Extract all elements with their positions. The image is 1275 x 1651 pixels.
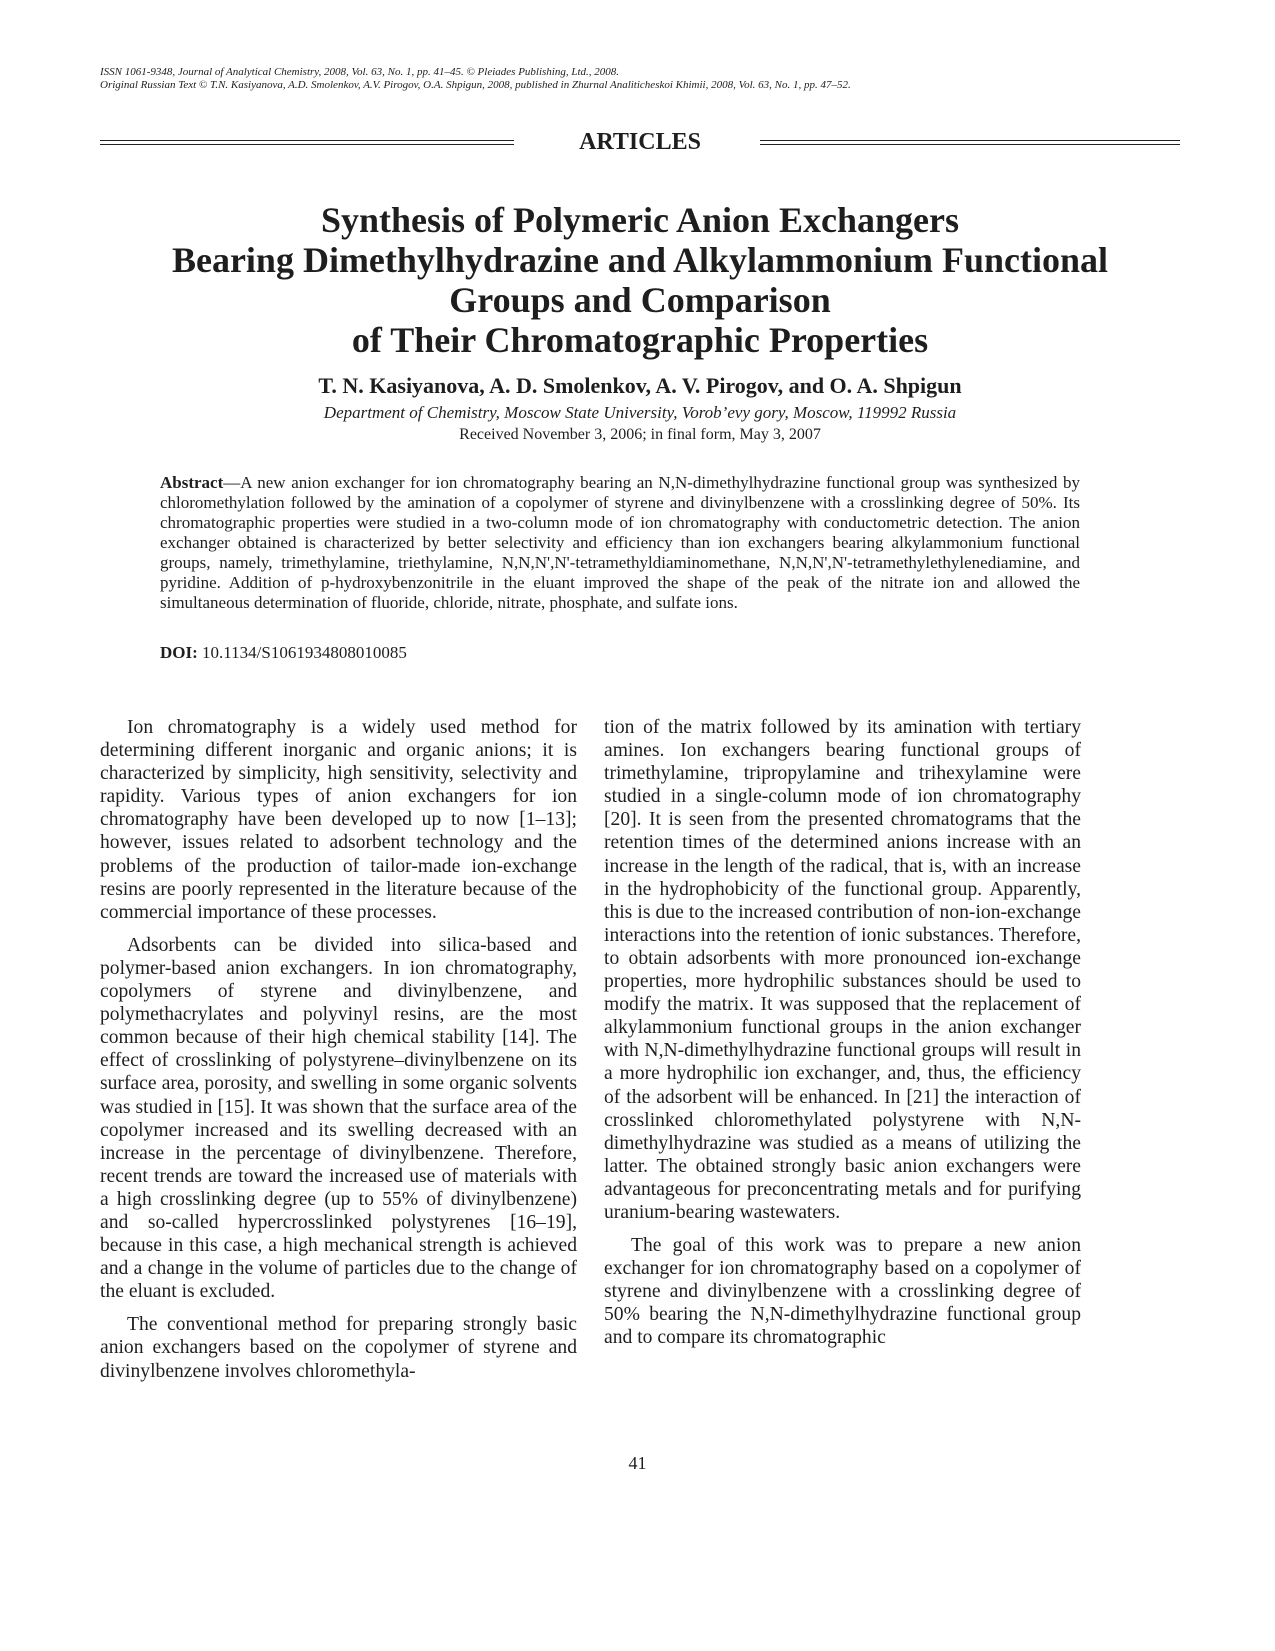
section-heading [100,128,1180,158]
title-line-3: Groups and Comparison [449,280,831,320]
abstract-text: —A new anion exchanger for ion chromatography bearing an N,N-dimethylhydrazine functional group was synthesized by chloromethylation followed by the amination of a copolymer of styrene and divinylbenzene with a crosslinking degree of 50%. Its chromatographic properties were studied in a two-column mode of ion chromatography with conductometric detection. The anion exchanger obtained is characterized by better selectivity and efficiency than ion exchangers bearing alkylammonium functional groups, namely, trimethylamine, triethylamine, N,N,N',N'-tetramethyldiaminomethane, N,N,N',N'-tetramethylethylenediamine, and pyridine. Addition of p-hydroxybenzonitrile in the eluant improved the shape of the peak of the nitrate ion and allowed the simultaneous determination of fluoride, chloride, nitrate, phosphate, and sulfate ions. [160,473,1080,612]
title-line-1: Synthesis of Polymeric Anion Exchangers [320,200,959,240]
right-column [604,716,1081,1360]
authors: T. N. Kasiyanova, A. D. Smolenkov, A. V. Pirogov, and O. A. Shpigun [318,373,962,398]
page-number: 41 [628,1453,647,1473]
affiliation: Department of Chemistry, Moscow State University, Vorob’evy gory, Moscow, 119992 Russia [323,403,957,422]
section-label: ARTICLES [579,129,701,155]
paragraph: The conventional method for preparing strongly basic anion exchangers based on the copolymer of styrene and divinylbenzene involves chloromethyla- [100,1314,577,1382]
received-dates: Received November 3, 2006; in final form, May 3, 2007 [459,426,821,443]
journal-header [100,66,1180,92]
left-column [100,716,577,1393]
doi-label: DOI: [160,643,198,662]
abstract [160,473,1080,613]
paragraph: tion of the matrix followed by its amination with tertiary amines. Ion exchangers bearing functional groups of trimethylamine, tripropylamine and trihexylamine were studied in a single-column mode of ion chromatography [20]. It is seen from the presented chromatograms that the retention times of the determined anions increase with an increase in the length of the radical, that is, with an increase in the hydrophobicity of the functional group. Apparently, this is due to the increased contribution of non-ion-exchange interactions into the retention of ionic substances. Therefore, to obtain adsorbents with more pronounced ion-exchange properties, more hydrophilic substances should be used to modify the matrix. It was supposed that the replacement of alkylammonium functional groups in the anion exchanger with N,N-dimethylhydrazine functional groups will result in a more hydrophilic ion exchanger, and, thus, the efficiency of the adsorbent will be enhanced. In [21] the interaction of crosslinked chloromethylated polystyrene with N,N-dimethylhydrazine was studied as a means of utilizing the latter. The obtained strongly basic anion exchangers were advantageous for preconcentrating metals and for purifying uranium-bearing wastewaters. [604,717,1081,1223]
original-text-line: Original Russian Text © T.N. Kasiyanova, A.D. Smolenkov, A.V. Pirogov, O.A. Shpigun, 2008, published in Zhurnal Analiticheskoi Khimii, 2008, Vol. 63, No. 1, pp. 47–52. [100,79,851,91]
paragraph: Adsorbents can be divided into silica-based and polymer-based anion exchangers. In ion chromatography, copolymers of styrene and divinylbenzene, and polymethacrylates and polyvinyl resins, are the most common because of their high chemical stability [14]. The effect of crosslinking of polystyrene–divinylbenzene on its surface area, porosity, and swelling in some organic solvents was studied in [15]. It was shown that the surface area of the copolymer increased and its swelling decreased with an increase in the percentage of divinylbenzene. Therefore, recent trends are toward the increased use of materials with a high crosslinking degree (up to 55% of divinylbenzene) and so-called hypercrosslinked polystyrenes [16–19], because in this case, a high mechanical strength is achieved and a change in the volume of particles due to the change of the eluant is excluded. [100,934,577,1303]
doi [160,642,407,664]
abstract-label: Abstract [160,473,224,492]
paragraph: Ion chromatography is a widely used method for determining different inorganic and organic anions; it is characterized by simplicity, high sensitivity, selectivity and rapidity. Various types of anion exchangers for ion chromatography have been developed up to now [1–13]; however, issues related to adsorbent technology and the problems of the production of tailor-made ion-exchange resins are poorly represented in the literature because of the commercial importance of these processes. [100,717,577,923]
doi-value: 10.1134/S1061934808010085 [202,643,407,662]
title-line-2: Bearing Dimethylhydrazine and Alkylammonium Functional [171,240,1109,280]
rule-right [760,140,1180,145]
paragraph: The goal of this work was to prepare a new anion exchanger for ion chromatography based on a copolymer of styrene and divinylbenzene with a crosslinking degree of 50% bearing the N,N-dimethylhydrazine functional group and to compare its chromatographic [604,1235,1081,1349]
journal-citation-line: ISSN 1061-9348, Journal of Analytical Chemistry, 2008, Vol. 63, No. 1, pp. 41–45. © Pleiades Publishing, Ltd., 2008. [100,66,620,78]
article-title [100,200,1180,360]
title-line-4: of Their Chromatographic Properties [351,320,929,360]
